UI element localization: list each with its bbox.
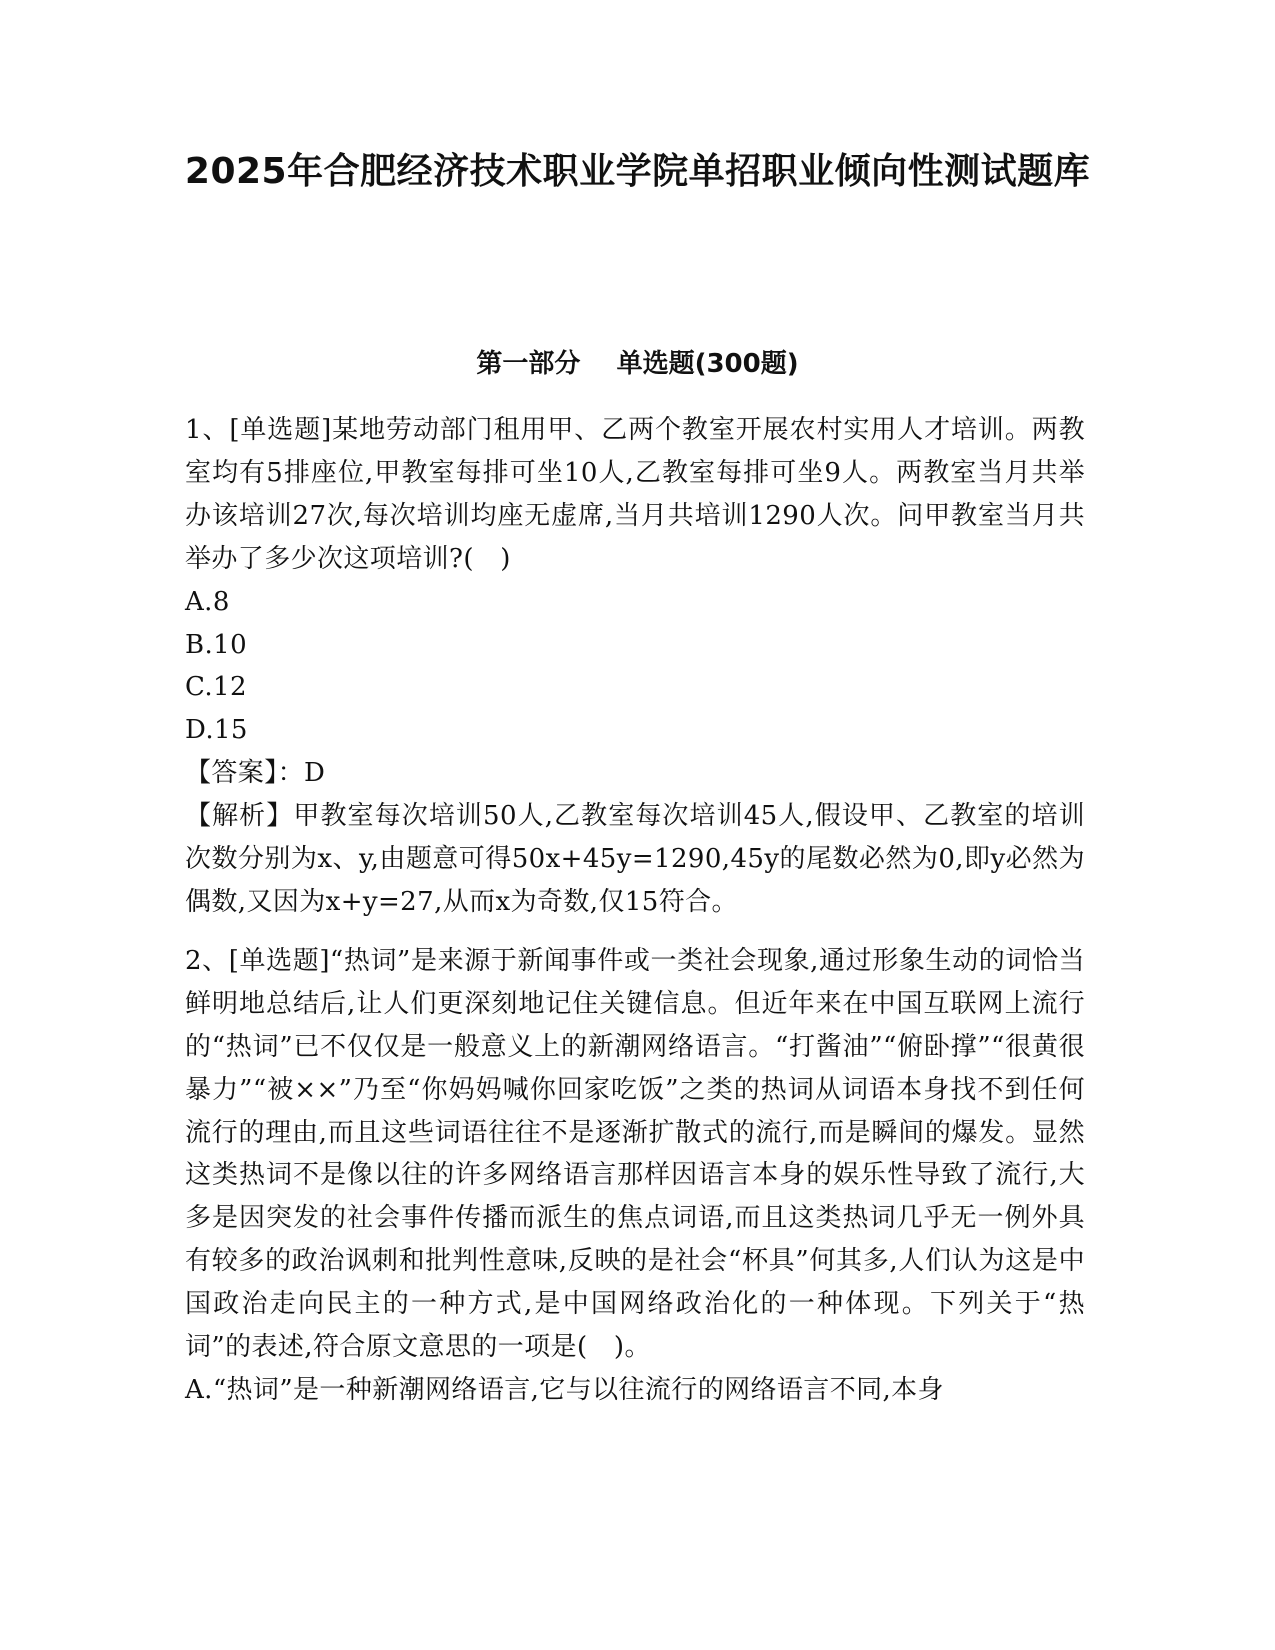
option-d: D.15	[185, 715, 248, 746]
option-a: A.“热词”是一种新潮网络语言,它与以往流行的网络语言不同,本身	[185, 1374, 944, 1405]
question-2	[185, 940, 1085, 1412]
option-c: C.12	[185, 672, 247, 703]
question-stem: 1、[单选题]某地劳动部门租用甲、乙两个教室开展农村实用人才培训。两教室均有5排座位,甲教室每排可坐10人,乙教室每排可坐9人。两教室当月共举办该培训27次,每次培训均座无虚席,当月共培训1290人次。问甲教室当月共举办了多少次这项培训?( )	[185, 415, 1085, 574]
question-spacer	[185, 924, 1085, 940]
analysis-text: 【解析】甲教室每次培训50人,乙教室每次培训45人,假设甲、乙教室的培训次数分别为x、y,由题意可得50x+45y=1290,45y的尾数必然为0,即y必然为偶数,又因为x+y=27,从而x为奇数,仅15符合。	[185, 801, 1085, 917]
option-a: A.8	[185, 586, 230, 617]
option-b: B.10	[185, 629, 248, 660]
question-stem: 2、[单选题]“热词”是来源于新闻事件或一类社会现象,通过形象生动的词恰当鲜明地总结后,让人们更深刻地记住关键信息。但近年来在中国互联网上流行的“热词”已不仅仅是一般意义上的新潮网络语言。“打酱油”“俯卧撑”“很黄很暴力”“被××”乃至“你妈妈喊你回家吃饭”之类的热词从词语本身找不到任何流行的理由,而且这些词语往往不是逐渐扩散式的流行,而是瞬间的爆发。显然这类热词不是像以往的许多网络语言那样因语言本身的娱乐性导致了流行,大多是因突发的社会事件传播而派生的焦点词语,而且这类热词几乎无一例外具有较多的政治讽刺和批判性意味,反映的是社会“杯具”何其多,人们认为这是中国政治走向民主的一种方式,是中国网络政治化的一种体现。下列关于“热词”的表述,符合原文意思的一项是( )。	[185, 945, 1085, 1363]
question-list	[185, 409, 1085, 1412]
document-title: 2025年合肥经济技术职业学院单招职业倾向性测试题库	[184, 151, 1091, 192]
section-heading: 第一部分 单选题(300题)	[476, 349, 799, 379]
question-1	[185, 409, 1085, 924]
answer-line: 【答案】：D	[185, 758, 326, 789]
